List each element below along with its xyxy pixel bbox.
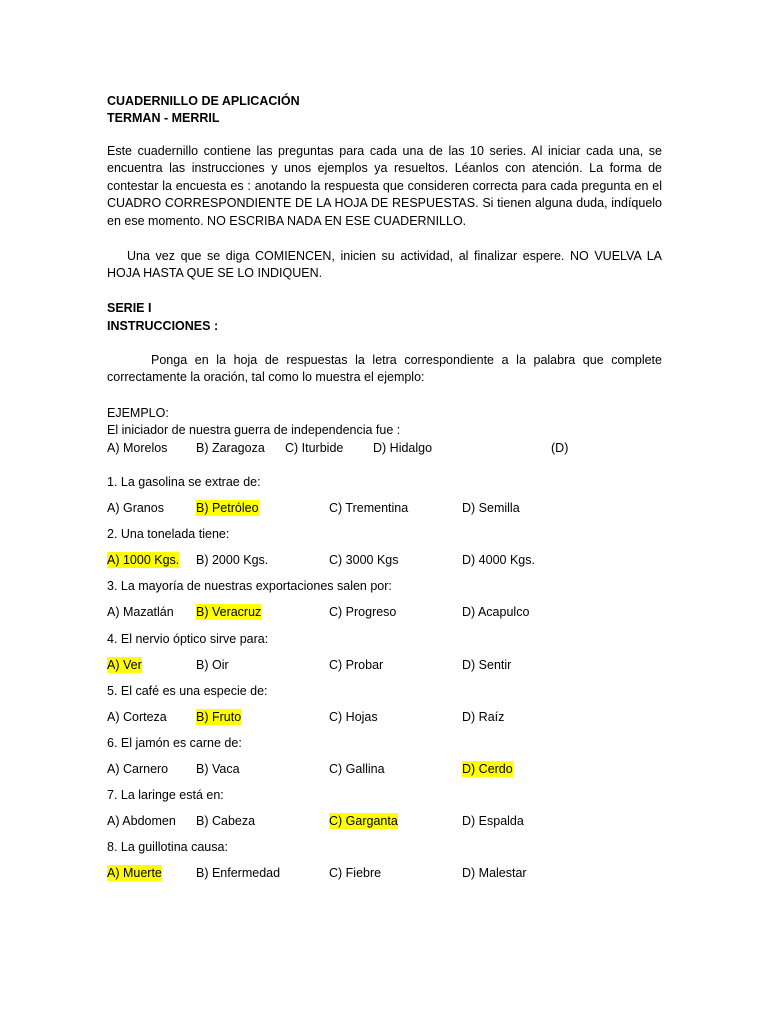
question-text: 3. La mayoría de nuestras exportaciones salen por:	[107, 579, 392, 593]
question-text: 1. La gasolina se extrae de:	[107, 475, 261, 489]
instructions-text: Ponga en la hoja de respuestas la letra correspondiente a la palabra que complete correctamente la oración, tal como lo muestra el ejemplo:	[107, 353, 662, 385]
answer-option: B) Vaca	[196, 762, 240, 776]
answer-option: B) 2000 Kgs.	[196, 553, 269, 567]
document-subtitle: TERMAN - MERRIL	[107, 111, 220, 125]
answer-option: C) Trementina	[329, 501, 409, 515]
answer-option: B) Oir	[196, 658, 229, 672]
series-title: SERIE I	[107, 301, 152, 315]
intro-paragraph: Este cuadernillo contiene las preguntas para cada una de las 10 series. Al iniciar cada una, se encuentra las instrucciones y unos ejemplos ya resueltos. Léanlos con atención. La forma de contestar la encuesta es : anotando la respuesta que consideren correcta para cada pregunta en el CUADRO CORRESPONDIENTE DE LA HOJA DE RESPUESTAS. Si tienen alguna duda, indíquelo en ese momento. NO ESCRIBA NADA EN ESE CUADERNILLO.	[107, 144, 662, 228]
answer-option: A) Corteza	[107, 710, 167, 724]
question-text: 4. El nervio óptico sirve para:	[107, 632, 269, 646]
question-text: 6. El jamón es carne de:	[107, 736, 242, 750]
highlighted-answer-option: A) 1000 Kgs.	[107, 553, 180, 567]
highlighted-answer-option: D) Cerdo	[462, 762, 513, 776]
answer-option: C) 3000 Kgs	[329, 553, 399, 567]
highlighted-answer-option: A) Muerte	[107, 866, 162, 880]
question-text: 7. La laringe está en:	[107, 788, 224, 802]
answer-option: B) Cabeza	[196, 814, 256, 828]
example-question: El iniciador de nuestra guerra de independencia fue :	[107, 423, 401, 437]
answer-option: D) Semilla	[462, 501, 520, 515]
highlighted-answer-option: B) Petróleo	[196, 501, 259, 515]
answer-option: D) Acapulco	[462, 605, 530, 619]
answer-option: B) Enfermedad	[196, 866, 281, 880]
example-label: EJEMPLO:	[107, 406, 169, 420]
answer-option: C) Progreso	[329, 605, 397, 619]
example-option: A) Morelos	[107, 441, 168, 455]
answer-option: A) Mazatlán	[107, 605, 174, 619]
question-text: 5. El café es una especie de:	[107, 684, 268, 698]
highlighted-answer-option: B) Veracruz	[196, 605, 262, 619]
highlighted-answer-option: C) Garganta	[329, 814, 398, 828]
answer-option: C) Probar	[329, 658, 384, 672]
answer-option: A) Granos	[107, 501, 164, 515]
answer-option: C) Fiebre	[329, 866, 382, 880]
highlighted-answer-option: B) Fruto	[196, 710, 242, 724]
answer-option: D) Sentir	[462, 658, 512, 672]
question-text: 2. Una tonelada tiene:	[107, 527, 230, 541]
answer-option: A) Carnero	[107, 762, 169, 776]
answer-option: D) 4000 Kgs.	[462, 553, 535, 567]
answer-option: D) Malestar	[462, 866, 527, 880]
example-answer: (D)	[551, 441, 569, 455]
answer-option: C) Hojas	[329, 710, 378, 724]
example-option: B) Zaragoza	[196, 441, 265, 455]
question-text: 8. La guillotina causa:	[107, 840, 228, 854]
example-option: D) Hidalgo	[373, 441, 433, 455]
answer-option: D) Espalda	[462, 814, 524, 828]
intro-paragraph-2: Una vez que se diga COMIENCEN, inicien su actividad, al finalizar espere. NO VUELVA LA HOJA HASTA QUE SE LO INDIQUEN.	[107, 249, 662, 281]
answer-option: C) Gallina	[329, 762, 385, 776]
instructions-label: INSTRUCCIONES :	[107, 319, 219, 333]
example-option: C) Iturbide	[285, 441, 344, 455]
highlighted-answer-option: A) Ver	[107, 658, 142, 672]
document-title: CUADERNILLO DE APLICACIÓN	[107, 94, 300, 108]
answer-option: A) Abdomen	[107, 814, 176, 828]
answer-option: D) Raíz	[462, 710, 505, 724]
